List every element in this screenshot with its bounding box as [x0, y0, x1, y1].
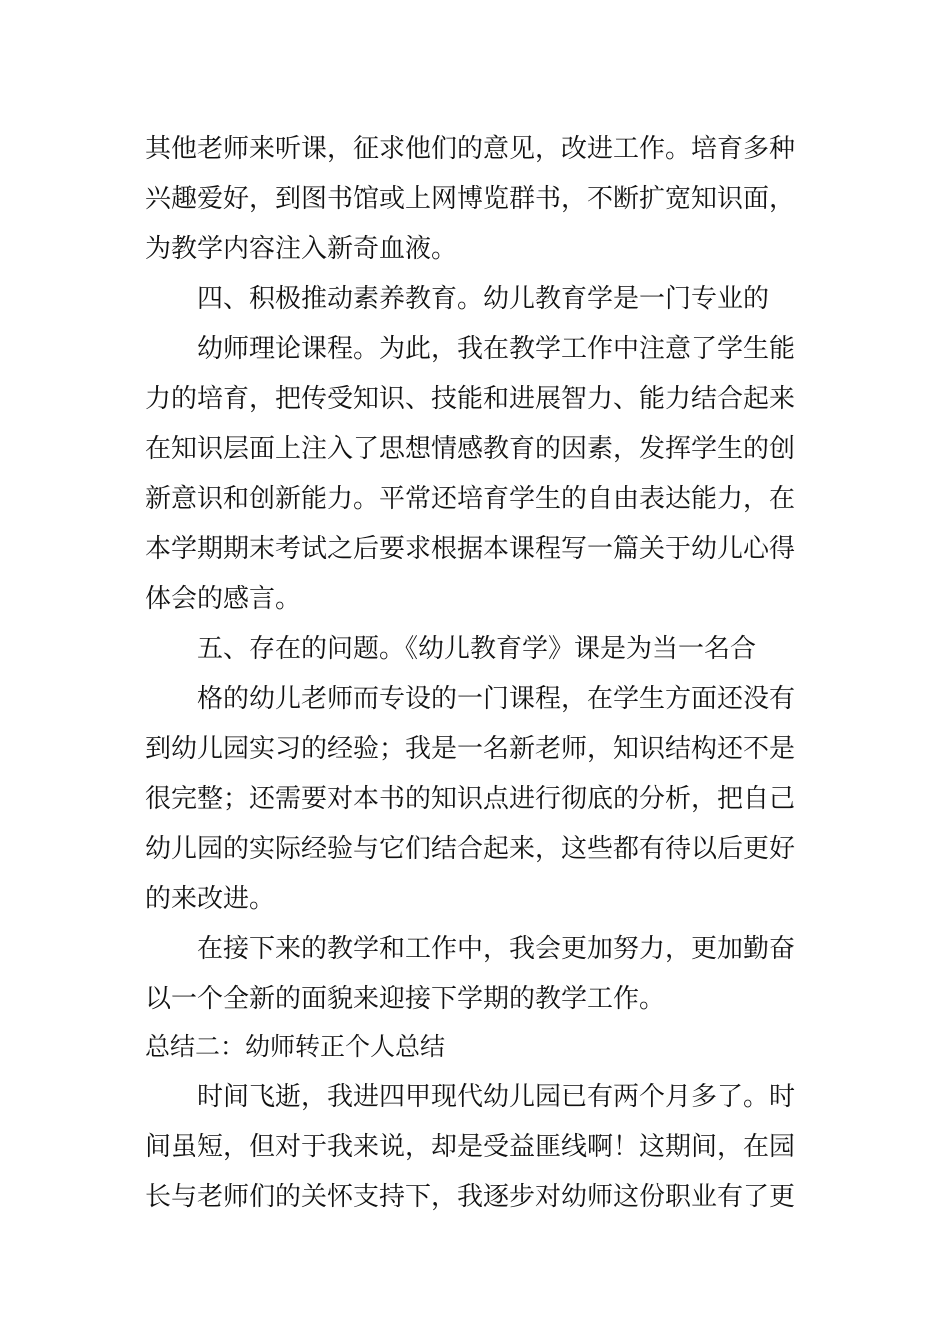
text-line: 时间飞逝，我进四甲现代幼儿园已有两个月多了。时	[197, 1082, 796, 1112]
text-line: 力的培育，把传受知识、技能和进展智力、能力结合起来	[145, 384, 796, 414]
text-line: 长与老师们的关怀支持下，我逐步对幼师这份职业有了更	[145, 1182, 796, 1212]
text-line: 到幼儿园实习的经验；我是一名新老师，知识结构还不是	[145, 734, 796, 764]
text-line: 幼儿园的实际经验与它们结合起来，这些都有待以后更好	[145, 834, 796, 864]
text-line: 兴趣爱好，到图书馆或上网博览群书，不断扩宽知识面，	[145, 184, 796, 214]
text-line: 为教学内容注入新奇血液。	[145, 234, 458, 264]
section-title: 总结二：幼师转正个人总结	[145, 1032, 446, 1061]
text-line: 在接下来的教学和工作中，我会更加努力，更加勤奋	[197, 934, 796, 964]
text-line: 幼师理论课程。为此，我在教学工作中注意了学生能	[197, 334, 796, 364]
text-line: 在知识层面上注入了思想情感教育的因素，发挥学生的创	[145, 434, 796, 464]
paragraph-heading: 五、存在的问题。《幼儿教育学》课是为当一名合	[197, 634, 757, 664]
text-line: 体会的感言。	[145, 584, 302, 614]
text-line: 本学期期末考试之后要求根据本课程写一篇关于幼儿心得	[145, 534, 796, 564]
text-line: 格的幼儿老师而专设的一门课程，在学生方面还没有	[197, 684, 796, 714]
paragraph-heading: 四、积极推动素养教育。幼儿教育学是一门专业的	[197, 284, 770, 314]
text-line: 新意识和创新能力。平常还培育学生的自由表达能力，在	[145, 484, 796, 514]
text-line: 很完整；还需要对本书的知识点进行彻底的分析，把自己	[145, 784, 796, 814]
text-line: 间虽短，但对于我来说，却是受益匪线啊！这期间，在园	[145, 1132, 796, 1162]
text-line: 其他老师来听课，征求他们的意见，改进工作。培育多种	[145, 134, 796, 164]
text-line: 以一个全新的面貌来迎接下学期的教学工作。	[145, 984, 666, 1014]
text-line: 的来改进。	[145, 884, 276, 914]
